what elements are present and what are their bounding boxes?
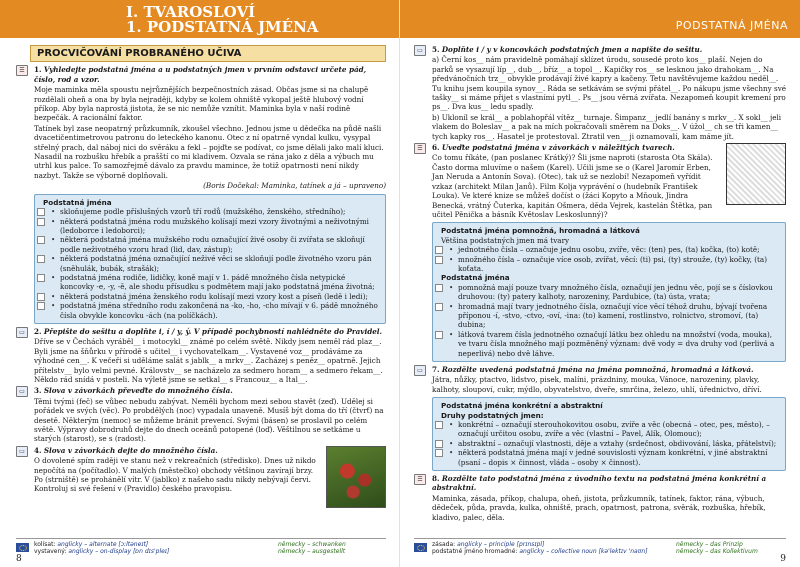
vocab-german: německy – ausgestellt bbox=[278, 548, 346, 555]
running-head: PODSTATNÁ JMÉNA bbox=[675, 19, 788, 32]
rule-item: • některá podstatná jména mužského rodu označující živé osoby či zvířata se skloňují podle neživotného vzoru hrad (lid, dav, zástup); bbox=[53, 235, 380, 254]
task-paragraph: b) Ukloníl se král__ a poblahopřál vítěz__ turnaje. Šimpanz__ jedlí banány s mrkv__. X sokl__ jeli vlakem do Boleslav__ a pak na mích pokračovali směrem na Doks__. V úžol__ ch se tři kamen__ tych kapky ros__. Hasatel je protestoval. Ztratil ven__ ji oznamovalí, kam máme jít. bbox=[432, 112, 782, 141]
task-paragraph: Moje maminka měla spoustu nejrůznějších bezpečnostních zásad. Občas jsme si na chalupě rozdělali oheň a ona by byla nejraději, kdyby se kolem ohniště vykopal ještě hlubový vodní příkop. Aby byla naprostá jistota, že se nic nemůže vznítit. Maminka byla v naší rodině bezpečák. A racionální faktor. bbox=[34, 85, 369, 123]
chapter-title-line1: I. TVAROSLOVÍ bbox=[126, 3, 256, 21]
computer-icon: ▭ bbox=[16, 327, 28, 338]
rule-item: • podstatná jména rodiče, lidičky, koně mají v 1. pádě množného čísla netypické koncovky -e, -y, -ě, ale shodu přísudku s podmětem mají jako podstatná jména životná; bbox=[53, 273, 380, 292]
grammar-box-podstatna-jmena bbox=[34, 194, 386, 324]
task-instruction: Slova v závorkách dejte do množného čísla. bbox=[43, 445, 218, 455]
task-paragraph: Maminka, zásada, příkop, chalupa, oheň, jistota, průzkumník, tatínek, faktor, rána, výbuch, dědeček, půda, pravda, kulka, ohniště, prach, opatrnost, patrona, svěrák, rozbuška, hřebík, kladivo, palec, děla. bbox=[432, 493, 766, 522]
task-paragraph: O dovolené spím raději ve stanu než v rekreačních (středisko). Dnes už nikdo nepočítá na (počítadlo). V malých (městečko) obchody většinou zavírají brzy. Po (strniště) se prohánělí vítr. V (jablko) z našeho sadu nikdy nebývají červi. Kontroluj si své řešení v (Pravidlo) českého pravopisu. bbox=[34, 456, 316, 494]
book-icon: ☰ bbox=[414, 143, 426, 154]
task-2 bbox=[16, 327, 386, 384]
rule-list bbox=[441, 420, 780, 467]
checkbox-icon[interactable] bbox=[37, 236, 45, 244]
task-number: 8. bbox=[432, 474, 440, 484]
checkbox-icon[interactable] bbox=[37, 208, 45, 216]
computer-icon: ▭ bbox=[414, 365, 426, 376]
task-instruction: Přepište do sešitu a doplňte i, í / y, ý. V případě pochybností nahlédněte do Pravidel. bbox=[43, 326, 383, 336]
section-title: PROCVIČOVÁNÍ PROBRANÉHO UČIVA bbox=[30, 45, 386, 62]
task-5 bbox=[414, 45, 786, 141]
book-icon: ☰ bbox=[16, 65, 28, 76]
vocab-term: vystavený: bbox=[34, 548, 67, 555]
checkbox-icon[interactable] bbox=[37, 218, 45, 226]
checkbox-icon[interactable] bbox=[435, 256, 443, 264]
left-page-content bbox=[16, 45, 386, 508]
task-instruction: Vyhledejte podstatná jména a u podstatných jmen v prvním odstavci určete pád, číslo, rod a vzor. bbox=[34, 65, 367, 84]
vocab-german: německy – schwanken bbox=[278, 541, 346, 548]
task-number: 4. bbox=[34, 445, 42, 455]
task-instruction: Slova v závorkách převeďte do množného čísla. bbox=[43, 386, 233, 396]
task-instruction: Rozdělte tato podstatná jména z úvodního textu na podstatná jména konkrétní a abstraktní. bbox=[432, 474, 767, 493]
checkbox-icon[interactable] bbox=[435, 421, 443, 429]
grammar-box-konkretni-abstraktni bbox=[432, 397, 786, 471]
task-instruction: Doplňte i / y v koncovkách podstatných jmen a napište do sešitu. bbox=[441, 45, 703, 54]
task-6 bbox=[414, 143, 786, 219]
task-paragraph: Dříve se v Čechách vyráběl__ i motocykl__ známé po celém světě. Nikdy jsem neměl rád plaz__. Byli jsme na šňůrku v přírodě s učitel__ i vychovatelkam__. Vystavené voz__ prodáváme za výhodné cen__. K večeři si uděláme salát s jablk__ a mrkv__. Zacházej s peněz__ opatrně. Jejich přítelstv__ bylo velmi pevné. Královstv__ se nacházelo za sedmero horam__ a sedmero řekam__. Někdo rád snídá v posteli. Na výletě jsme se setkal__ s Francouz__ a Ital__. bbox=[34, 337, 383, 384]
chapter-title bbox=[126, 5, 318, 35]
task-paragraph: Těmi tvými (feč) se vůbec nebudu zabývat. Neměli bychom mezi sebou stavět (zeď). Udělej si pořádek ve svých (věc). Po probdělých (noc) vypadala unaveně. Musíš být doma do tří (čtvrť) na desetě. Některým (nemoc) se můžeme bránit prevencí. Svými (básen) se proslavil po celém světě. Výpravy dobrodruhů dejte do dnech oceánů potopené (loď). Věštilnou se setkáme u starých (starost), se s (radost). bbox=[34, 396, 384, 444]
checkbox-icon[interactable] bbox=[37, 274, 45, 282]
task-instruction: Uveďte podstatná jména v závorkách v náležitých tvarech. bbox=[441, 143, 675, 153]
illustration bbox=[726, 143, 786, 205]
checkbox-icon[interactable] bbox=[37, 293, 45, 301]
task-number: 5. bbox=[432, 45, 440, 54]
checkbox-icon[interactable] bbox=[435, 303, 443, 311]
checkbox-icon[interactable] bbox=[435, 440, 443, 448]
rule-list bbox=[43, 207, 380, 320]
computer-icon: ▭ bbox=[16, 446, 28, 457]
rule-item: • pomnožná mají pouze tvary množného čísla, označují jen jednu věc, pojí se s číslovkou druhovou: (ty) patery kalhoty, narozeniny, Pardubice, (ta) ústa, vrata; bbox=[451, 283, 780, 302]
chapter-header-bar bbox=[0, 0, 400, 38]
rule-item: • skloňujeme podle příslušných vzorů tří rodů (mužského, ženského, středního); bbox=[53, 207, 380, 216]
page-number: 8 bbox=[16, 554, 22, 564]
rule-list bbox=[441, 245, 780, 273]
task-paragraph: a) Černí kos__ nám pravidelně pomáhají sklízet úrodu, sousedé proto kos__ plaší. Nejen do parků se vysazují líp__, dub__, bříz__ a topol__. Kapičky ros__ se lesknou jako drahokam__. Na předvánočních trz__ obvykle prodávají živé kapry a kačeny. Tetu navštěvujeme každou neděl__. Tu knihu jsem koupila synov__. Ráda se setkávám se svými přátel__. Po nákupu jsme všechny své tašky__ si máme přijet s vlastními pytl__. Ps__ jsou věrná zvířata. Nezapomeň koupit kremení pro ps__. Dva kus__ ledu spadly. bbox=[432, 55, 787, 112]
rule-item: • podstatná jména středního rodu zakončená na -ko, -ho, -cho mívají v 6. pádě množného čísla obvykle koncovku -ách (na políčkách). bbox=[53, 301, 380, 320]
box-title: Podstatná jména bbox=[441, 273, 510, 283]
task-number: 6. bbox=[432, 143, 440, 153]
checkbox-icon[interactable] bbox=[37, 302, 45, 310]
eu-flag-icon bbox=[16, 543, 29, 552]
rule-item: • konkrétní – označují sterouhokovitou osobu, zvíře a věc (obecná – otec, pes, město), – označují určitou osobu, zvíře a věc (vlastní – Pavel, Alík, Olomouc); bbox=[451, 420, 780, 439]
rule-item: • abstraktní – označují vlastnosti, děje a vztahy (srdečnost, obdivování, láska, přátelství); bbox=[451, 439, 780, 448]
rule-item: • množného čísla – označuje více osob, zvířat, věcí: (ti) psi, (ty) strouže, (ty) kočky, (ta) koťata. bbox=[451, 255, 780, 274]
computer-icon: ▭ bbox=[414, 45, 426, 56]
task-1 bbox=[16, 65, 386, 190]
task-number: 1. bbox=[34, 65, 42, 75]
vocabulary-footer bbox=[16, 541, 386, 563]
task-paragraph: Tatínek byl zase neopatrný průzkumník, zkoušel všechno. Jednou jsme u dědečka na půdě našli dvacetičentimetrovou patronu do leteckého kanonu. Otec z ní opatrně vyndal kulku, vysypal střelný prach, dal náboj nici do svěráku a fekl – pojďte se podívat, co jsme dělali jako malí kluci. Nasadil na rozbušku hřebík a prašští co mi kladivem. Ozvala se rána jako z děla a výbuch mu utrhl kus palce. To samozřejmě dávalo za pravdu mamince, že totiž opatrnosti není nikdy nazbyt. Takže se výborně doplňovali. bbox=[34, 123, 384, 180]
task-paragraph: Co tomu říkáte, (pan poslanec Krátký)? Šli jsme naproti (starosta Ota Skála). Často dorma mluvíme o našem (Karel). Učili jsme se o (Karel Jaromír Erben, Jan Neruda a Antonín Sova). (Otec), tak už se nezlobí! Nezapomeň vyřídit vzkaz (architekt Milan Janů). Film Kolja vyprávění o (hudebník František Louka). Ve které knize se můžeš dočíst o (žáci Kopyto a Mňouk, Jindra Benecká, vrátný Čuterka, kapitán Ošmera, děda Vejrek, kastelán Štětka, pan učitel Pěnička a básník Květoslav Leskoslunný)? bbox=[432, 153, 713, 219]
task-4 bbox=[16, 446, 386, 494]
grammar-box-pomnozna-hromadna-latkova bbox=[432, 222, 786, 362]
chapter-header-bar bbox=[400, 0, 800, 38]
vocab-english: anglicky – principle [prɪnsɪpl] bbox=[457, 541, 545, 548]
task-number: 2. bbox=[34, 326, 42, 336]
box-subtitle: Druhy podstatných jmen: bbox=[441, 410, 544, 420]
task-number: 7. bbox=[432, 365, 440, 374]
box-subtitle: Většina podstatných jmen má tvary bbox=[441, 235, 570, 245]
book-icon: ☰ bbox=[414, 474, 426, 485]
box-title: Podstatná jména pomnožná, hromadná a látková bbox=[441, 226, 640, 236]
rule-item: • látková tvarem čísla jednotného označují látku bez ohledu na množství (voda, mouka), ve tvaru čísla množného mají pozměněný význam: dvě vody = dva druhy vod (perlivá a neperlivá) nebo dvě láhve. bbox=[451, 330, 780, 358]
apples-photo bbox=[326, 446, 386, 508]
vocab-term: kolísat: bbox=[34, 541, 56, 548]
checkbox-icon[interactable] bbox=[435, 284, 443, 292]
task-paragraph: Játra, nůžky, ptactvo, lidstvo, pisek, malíni, prázdniny, mouka, Vánoce, narozeniny, plavky, kalhoty, sloupoví, cukr, mýdlo, obyvatelstvo, dveře, smrčina, železo, uhlí, úřednictvo, dříví. bbox=[432, 375, 762, 394]
vocab-english: anglicky – on-display [ɒn dɪs'pleɪ] bbox=[68, 548, 170, 555]
rule-item: • některá podstatná jména ženského rodu kolísají mezi vzory kost a píseň (ledě i ledi); bbox=[53, 292, 380, 301]
task-7 bbox=[414, 365, 786, 394]
eu-flag-icon bbox=[414, 543, 427, 552]
checkbox-icon[interactable] bbox=[435, 331, 443, 339]
task-8 bbox=[414, 474, 786, 522]
rule-list bbox=[441, 283, 780, 358]
vocab-german: německy – das Kollektivum bbox=[676, 548, 758, 555]
quote-source: (Boris Dočekal: Maminka, tatínek a já – upraveno) bbox=[203, 181, 386, 191]
right-page bbox=[400, 0, 800, 567]
chapter-title-line2: 1. PODSTATNÁ JMÉNA bbox=[126, 18, 319, 36]
vocabulary-footer bbox=[414, 541, 786, 563]
rule-item: • některá podstatná jména označující neživé věci se skloňují podle životného vzoru pán (sněhulák, bubák, strašák); bbox=[53, 254, 380, 273]
rule-item: • hromadná mají tvary jednotného čísla, označují více věcí téhož druhu, bývají tvořena příponou -í, -stvo, -ctvo, -oví, -ina: (to) kamení, rostlinstvo, rolnictvo, stromoví, (ta) dubina; bbox=[451, 302, 780, 330]
checkbox-icon[interactable] bbox=[435, 449, 443, 457]
rule-item: • některá podstatná jména rodu mužského kolísají mezi vzory životnými a neživotnými (ledoborce i ledoborci); bbox=[53, 217, 380, 236]
vocab-german: německy – das Prinzip bbox=[676, 541, 743, 548]
vocab-term: podstatné jméno hromadné: bbox=[432, 548, 518, 555]
rule-item: • některá podstatná jména mají v jedné souvislosti význam konkrétní, v jiné abstraktní (psaní – dopis × činnost, vláda – osoby × činnost). bbox=[451, 448, 780, 467]
right-page-content bbox=[414, 45, 786, 524]
task-3 bbox=[16, 386, 386, 443]
checkbox-icon[interactable] bbox=[37, 255, 45, 263]
vocab-term: zásada: bbox=[432, 541, 456, 548]
computer-icon: ▭ bbox=[16, 386, 28, 397]
vocab-english: anglicky – collective noun [kə'lektɪv 'naʊn] bbox=[519, 548, 648, 555]
task-instruction: Rozdělte uvedená podstatná jména na jména pomnožná, hromadná a látková. bbox=[441, 365, 754, 374]
checkbox-icon[interactable] bbox=[435, 246, 443, 254]
box-title: Podstatná jména konkrétní a abstraktní bbox=[441, 401, 603, 411]
task-number: 3. bbox=[34, 386, 42, 396]
page-number: 9 bbox=[780, 554, 786, 564]
rule-item: • jednotného čísla – označuje jednu osobu, zvíře, věc: (ten) pes, (ta) kočka, (to) kotě; bbox=[451, 245, 780, 254]
box-title: Podstatná jména bbox=[43, 197, 112, 207]
vocab-english: anglicky – alternate [ɔːltəneɪt] bbox=[57, 541, 149, 548]
